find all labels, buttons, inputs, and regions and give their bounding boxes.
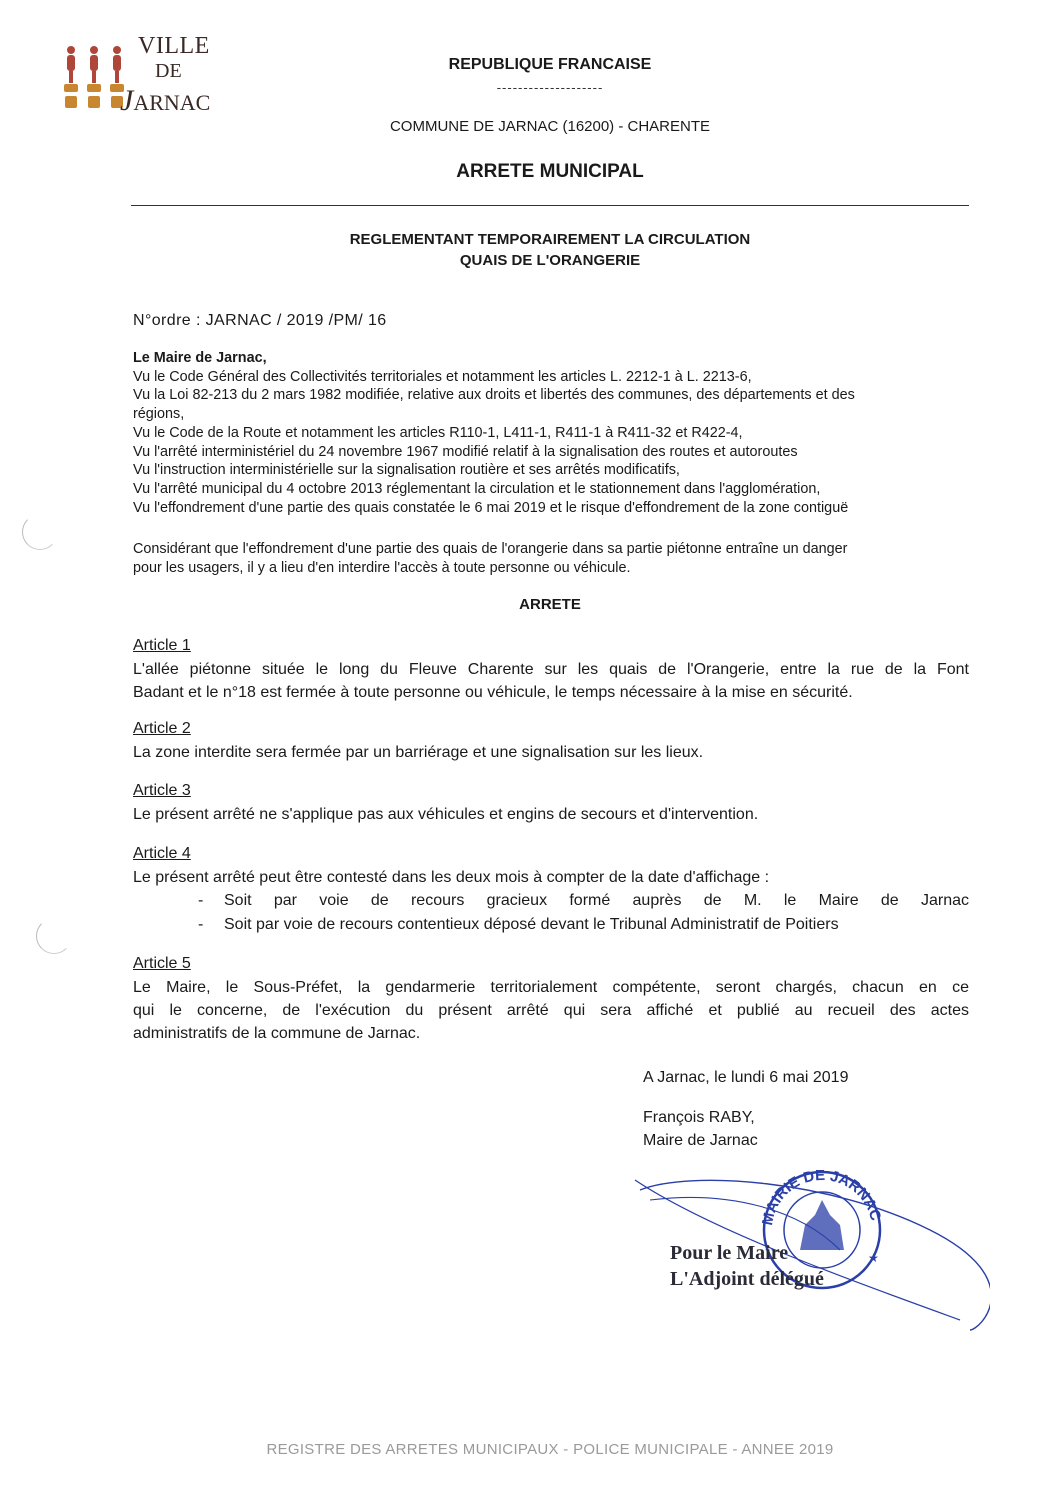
title-divider [131, 205, 969, 206]
article-4-bullet: - Soit par voie de recours contentieux déposé devant le Tribunal Administratif de Poitiers [198, 916, 839, 933]
article-1-title: Article 1 [133, 637, 191, 654]
vu-line: Vu l'arrêté municipal du 4 octobre 2013 réglementant la circulation et le stationnement dans l'agglomération, [133, 480, 821, 497]
article-5-title: Article 5 [133, 955, 191, 972]
header-separator: -------------------- [496, 80, 604, 95]
article-4-bullet: - Soit par voie de recours gracieux formé auprès de M. le Maire de Jarnac [198, 892, 969, 909]
considerant-paragraph: Considérant que l'effondrement d'une partie des quais de l'orangerie dans sa partie piétonne entraîne un danger pour les usagers, il y a lieu d'en interdire l'accès à toute personne ou véhicule. [133, 541, 848, 576]
article-5-body: Le Maire, le Sous-Préfet, la gendarmerie territorialement compétente, seront chargés, chacun en ce qui le concerne, de l'exécution du présent arrêté qui sera affiché et publié au recueil des actes administratifs de la commune de Jarnac. [133, 979, 969, 1042]
document-title: ARRETE MUNICIPAL [456, 161, 644, 182]
vu-line: Vu le Code de la Route et notamment les articles R110-1, L411-1, R411-1 à R411-32 et R422-4, [133, 424, 743, 441]
order-number: N°ordre : JARNAC / 2019 /PM/ 16 [133, 312, 387, 329]
stamp-delegation-text: Pour le Maire L'Adjoint délégué [670, 1242, 824, 1290]
punch-hole-mark [36, 918, 72, 954]
vu-line: Vu l'effondrement d'une partie des quais constatée le 6 mai 2019 et le risque d'effondrement de la zone contiguë [133, 499, 849, 516]
preamble-intro: Le Maire de Jarnac, [133, 350, 267, 366]
article-3-title: Article 3 [133, 782, 191, 799]
article-1-body: L'allée piétonne située le long du Fleuve Charente sur les quais de l'Orangerie, entre la rue de la Font Badant et le n°18 est fermée à toute personne ou véhicule, le temps nécessaire à la mise en sécurité. [133, 661, 969, 701]
article-2-title: Article 2 [133, 720, 191, 737]
article-2-body: La zone interdite sera fermée par un barriérage et une signalisation sur les lieux. [133, 744, 704, 761]
vu-line: Vu le Code Général des Collectivités territoriales et notamment les articles L. 2212-1 à L. 2213-6, [133, 368, 752, 385]
signatory-name: François RABY, [643, 1109, 755, 1126]
vu-line: Vu la Loi 82-213 du 2 mars 1982 modifiée, relative aux droits et libertés des communes, des départements et des [133, 387, 855, 404]
place-and-date: A Jarnac, le lundi 6 mai 2019 [643, 1069, 849, 1086]
punch-hole-mark [22, 514, 58, 550]
republic-heading: REPUBLIQUE FRANCAISE [448, 56, 652, 73]
signatory-role: Maire de Jarnac [643, 1132, 758, 1149]
page-footer: REGISTRE DES ARRETES MUNICIPAUX - POLICE MUNICIPALE - ANNEE 2019 [266, 1441, 834, 1458]
article-4-title: Article 4 [133, 845, 191, 862]
town-logo-figures-icon [62, 44, 126, 114]
document-subtitle: REGLEMENTANT TEMPORAIREMENT LA CIRCULATION QUAIS DE L'ORANGERIE [349, 231, 751, 269]
vu-line: Vu l'arrêté interministériel du 24 novembre 1967 modifié relatif à la signalisation des routes et autoroutes [133, 443, 798, 460]
arrete-heading: ARRETE [519, 596, 581, 613]
preamble [133, 349, 973, 517]
commune-line: COMMUNE DE JARNAC (16200) - CHARENTE [389, 118, 711, 135]
svg-text:MAIRIE DE JARNAC: MAIRIE DE JARNAC [759, 1170, 885, 1227]
logo-line-1: VILLE [138, 33, 210, 59]
vu-line: régions, [133, 406, 185, 423]
article-3-body: Le présent arrêté ne s'applique pas aux véhicules et engins de secours et d'intervention. [133, 806, 759, 823]
logo-line-2: DE [155, 60, 182, 82]
article-4-body: Le présent arrêté peut être contesté dans les deux mois à compter de la date d'affichage : [133, 869, 770, 886]
svg-text:★: ★ [868, 1251, 879, 1265]
vu-line: Vu l'instruction interministérielle sur la signalisation routière et ses arrêtés modificatifs, [133, 462, 680, 479]
logo-line-3: JARNAC [120, 84, 211, 117]
